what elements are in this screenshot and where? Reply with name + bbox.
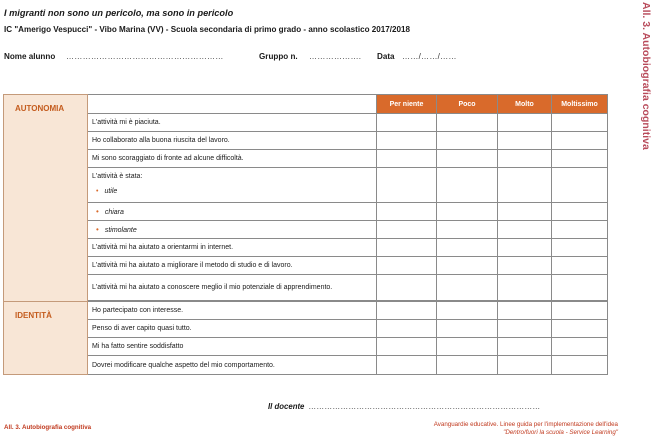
- table-row: [4, 203, 608, 221]
- document-title: I migranti non sono un pericolo, ma sono in pericolo: [4, 8, 234, 18]
- answer-cell[interactable]: [437, 203, 498, 221]
- answer-cell[interactable]: [498, 114, 552, 132]
- table-header-row: [4, 95, 608, 114]
- answer-cell[interactable]: [552, 239, 608, 257]
- answer-cell[interactable]: [377, 239, 437, 257]
- statement: Mi sono scoraggiato di fronte ad alcune difficoltà.: [88, 150, 377, 168]
- footer-right-line2: "Dentro/fuori la scuola - Service Learning": [503, 429, 618, 436]
- group-label: Gruppo n.: [259, 52, 298, 61]
- table-row: [4, 150, 608, 168]
- answer-cell[interactable]: [437, 257, 498, 275]
- answer-cell[interactable]: [437, 302, 498, 320]
- answer-cell[interactable]: [498, 320, 552, 338]
- answer-cell[interactable]: [377, 221, 437, 239]
- column-header-moltissimo: Moltissimo: [552, 95, 608, 114]
- teacher-signature-field[interactable]: ……………………………………………………………………………: [308, 402, 541, 411]
- answer-cell[interactable]: [552, 356, 608, 375]
- table-row: [4, 356, 608, 375]
- table-row: [4, 320, 608, 338]
- side-annex-label: All. 3. Autobiografia cognitiva: [640, 2, 652, 150]
- answer-cell[interactable]: [552, 257, 608, 275]
- column-header-per-niente: Per niente: [377, 95, 437, 114]
- self-assessment-table: [3, 94, 608, 375]
- answer-cell[interactable]: [377, 275, 437, 301]
- category-autonomia: AUTONOMIA: [4, 95, 88, 302]
- table-row: [4, 132, 608, 150]
- list-item: • stimolante: [88, 221, 377, 239]
- answer-cell[interactable]: [377, 302, 437, 320]
- footer-right-line1: Avanguardie educative. Linee guida per l'implementazione dell'idea: [433, 421, 618, 428]
- footer-right: [434, 421, 618, 437]
- answer-cell[interactable]: [437, 275, 498, 301]
- answer-cell[interactable]: [498, 221, 552, 239]
- statement: L'attività mi è piaciuta.: [88, 114, 377, 132]
- answer-cell[interactable]: [498, 257, 552, 275]
- answer-cell[interactable]: [498, 302, 552, 320]
- statement: Ho partecipato con interesse.: [88, 302, 377, 320]
- answer-cell[interactable]: [377, 356, 437, 375]
- answer-cell[interactable]: [437, 320, 498, 338]
- bullet-icon: •: [96, 188, 99, 195]
- date-field[interactable]: ……/……/……: [402, 52, 457, 61]
- answer-cell[interactable]: [552, 114, 608, 132]
- answer-cell[interactable]: [552, 168, 608, 203]
- teacher-label: Il docente: [268, 402, 305, 411]
- answer-cell[interactable]: [377, 203, 437, 221]
- statement: L'attività mi ha aiutato a conoscere meglio il mio potenziale di apprendimento.: [88, 275, 377, 301]
- category-identita: IDENTITÀ: [4, 302, 88, 375]
- answer-cell[interactable]: [377, 132, 437, 150]
- statement: Penso di aver capito quasi tutto.: [88, 320, 377, 338]
- answer-cell[interactable]: [552, 150, 608, 168]
- statement: Mi ha fatto sentire soddisfatto: [88, 338, 377, 356]
- answer-cell[interactable]: [437, 239, 498, 257]
- answer-cell[interactable]: [552, 221, 608, 239]
- statement-intro: L'attività è stata:: [92, 173, 143, 180]
- answer-cell[interactable]: [498, 338, 552, 356]
- answer-cell[interactable]: [498, 275, 552, 301]
- student-name-label: Nome alunno: [4, 52, 56, 61]
- answer-cell[interactable]: [552, 132, 608, 150]
- teacher-signature-line: [268, 402, 540, 411]
- bullet-icon: •: [96, 224, 99, 234]
- answer-cell[interactable]: [437, 168, 498, 203]
- answer-cell[interactable]: [377, 338, 437, 356]
- statement: L'attività mi ha aiutato a orientarmi in internet.: [88, 239, 377, 257]
- bullet-icon: •: [96, 206, 99, 216]
- answer-cell[interactable]: [498, 132, 552, 150]
- answer-cell[interactable]: [437, 132, 498, 150]
- table-row: [4, 275, 608, 301]
- answer-cell[interactable]: [377, 257, 437, 275]
- answer-cell[interactable]: [377, 150, 437, 168]
- student-name-field[interactable]: …………………………………………………: [66, 52, 224, 61]
- column-header-poco: Poco: [437, 95, 498, 114]
- list-item: • utile: [96, 188, 118, 195]
- date-label: Data: [377, 52, 395, 61]
- table-row: [4, 239, 608, 257]
- table-row: [4, 221, 608, 239]
- answer-cell[interactable]: [437, 338, 498, 356]
- answer-cell[interactable]: [498, 356, 552, 375]
- statement: [88, 168, 377, 203]
- list-item: • chiara: [88, 203, 377, 221]
- answer-cell[interactable]: [498, 203, 552, 221]
- group-field[interactable]: ……………….: [309, 52, 362, 61]
- answer-cell[interactable]: [498, 168, 552, 203]
- student-info-line: [4, 52, 504, 64]
- answer-cell[interactable]: [437, 356, 498, 375]
- table-row: [4, 257, 608, 275]
- answer-cell[interactable]: [552, 338, 608, 356]
- statement: L'attività mi ha aiutato a migliorare il metodo di studio e di lavoro.: [88, 257, 377, 275]
- answer-cell[interactable]: [377, 168, 437, 203]
- answer-cell[interactable]: [437, 114, 498, 132]
- table-row: [4, 114, 608, 132]
- answer-cell[interactable]: [437, 221, 498, 239]
- answer-cell[interactable]: [377, 114, 437, 132]
- column-header-molto: Molto: [498, 95, 552, 114]
- answer-cell[interactable]: [552, 320, 608, 338]
- table-row: [4, 338, 608, 356]
- school-info: IC "Amerigo Vespucci" - Vibo Marina (VV) - Scuola secondaria di primo grado - anno scolastico 2017/2018: [4, 25, 411, 34]
- answer-cell[interactable]: [498, 239, 552, 257]
- answer-cell[interactable]: [552, 275, 608, 301]
- footer-left: All. 3. Autobiografia cognitiva: [4, 424, 92, 431]
- answer-cell[interactable]: [498, 150, 552, 168]
- answer-cell[interactable]: [552, 203, 608, 221]
- statement: Dovrei modificare qualche aspetto del mio comportamento.: [88, 356, 377, 375]
- answer-cell[interactable]: [552, 302, 608, 320]
- table-row: [4, 168, 608, 203]
- answer-cell[interactable]: [377, 320, 437, 338]
- answer-cell[interactable]: [437, 150, 498, 168]
- table-row: [4, 302, 608, 320]
- statement: Ho collaborato alla buona riuscita del lavoro.: [88, 132, 377, 150]
